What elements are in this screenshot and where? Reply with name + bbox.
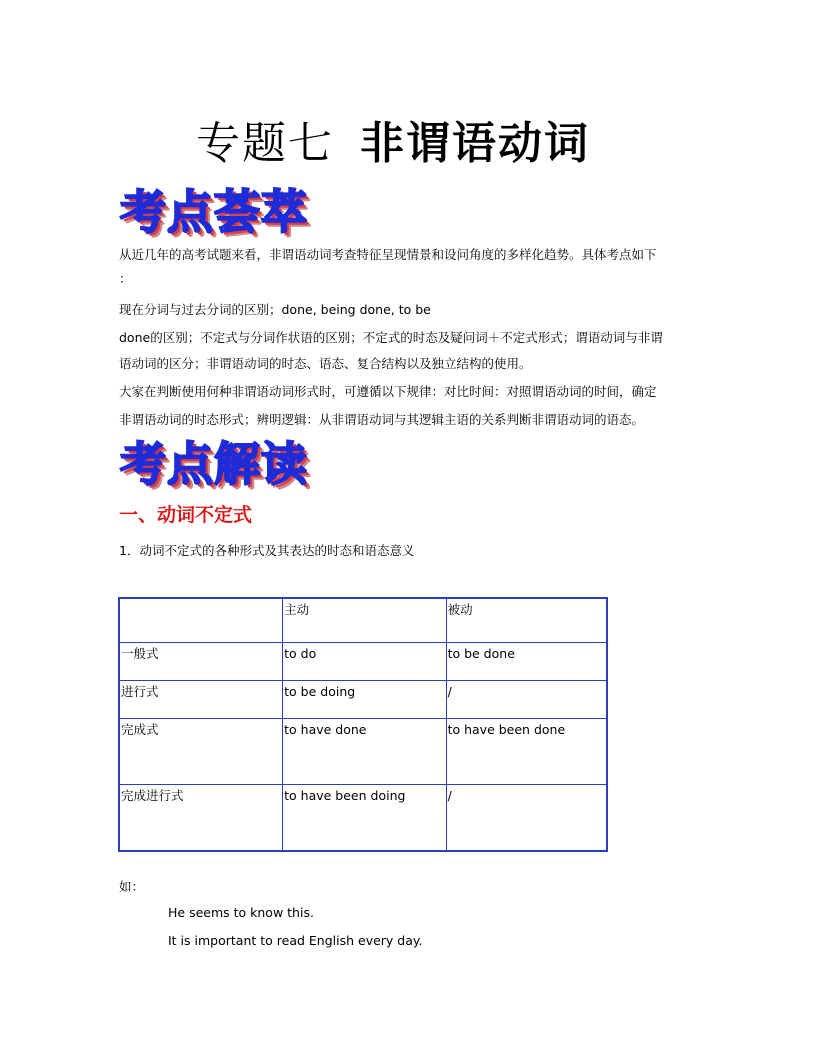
title-topic-name: 非谓语动词 [360,118,590,169]
intro-line-6: 大家在判断使用何种非谓语动词形式时，可遵循以下规律：对比时间：对照谓语动词的时间，确定 [119,384,657,399]
intro-line-1: 从近几年的高考试题来看，非谓语动词考查特征呈现情景和设问角度的多样化趋势。具体考点如下 [119,247,657,262]
section-heading-infinitive: 一、动词不定式 [119,504,253,526]
table-header-cell: 主动 [283,598,446,643]
table-cell: to have done [283,719,446,785]
examples-label: 如： [119,879,145,894]
table-cell: to do [283,643,446,681]
table-row [119,785,607,852]
intro-line-5: 语动词的区分；非谓语动词的时态、语态、复合结构以及独立结构的使用。 [119,356,532,371]
table-cell: 进行式 [119,681,283,719]
table-header-cell [119,598,283,643]
table-cell: 完成式 [119,719,283,785]
table-row [119,643,607,681]
table-cell: to have been doing [283,785,446,852]
table-header-row [119,598,607,643]
title-topic-number: 专题七 [196,118,334,169]
example-sentence: It is important to read English every day. [168,933,423,948]
wordart-summary-heading: 考点荟萃 [120,185,308,239]
intro-line-2: ： [119,271,132,286]
infinitive-forms-table [118,597,608,852]
table-row [119,719,607,785]
wordart-explain-heading: 考点解读 [120,437,308,491]
intro-line-4: done的区别；不定式与分词作状语的区别；不定式的时态及疑问词＋不定式形式；谓语动词与非谓 [119,330,663,345]
document-title [196,112,636,176]
table-cell: / [446,681,607,719]
table-row [119,681,607,719]
example-sentence: He seems to know this. [168,905,314,920]
table-header-cell: 被动 [446,598,607,643]
table-cell: 一般式 [119,643,283,681]
intro-line-7: 非谓语动词的时态形式；辨明逻辑：从非谓语动词与其逻辑主语的关系判断非谓语动词的语态。 [119,412,645,427]
intro-line-3: 现在分词与过去分词的区别；done, being done, to be [119,302,431,317]
table-cell: 完成进行式 [119,785,283,852]
table-cell: to be doing [283,681,446,719]
section-subheading: 1．动词不定式的各种形式及其表达的时态和语态意义 [119,543,415,558]
table-cell: to have been done [446,719,607,785]
table-cell: to be done [446,643,607,681]
table-cell: / [446,785,607,852]
